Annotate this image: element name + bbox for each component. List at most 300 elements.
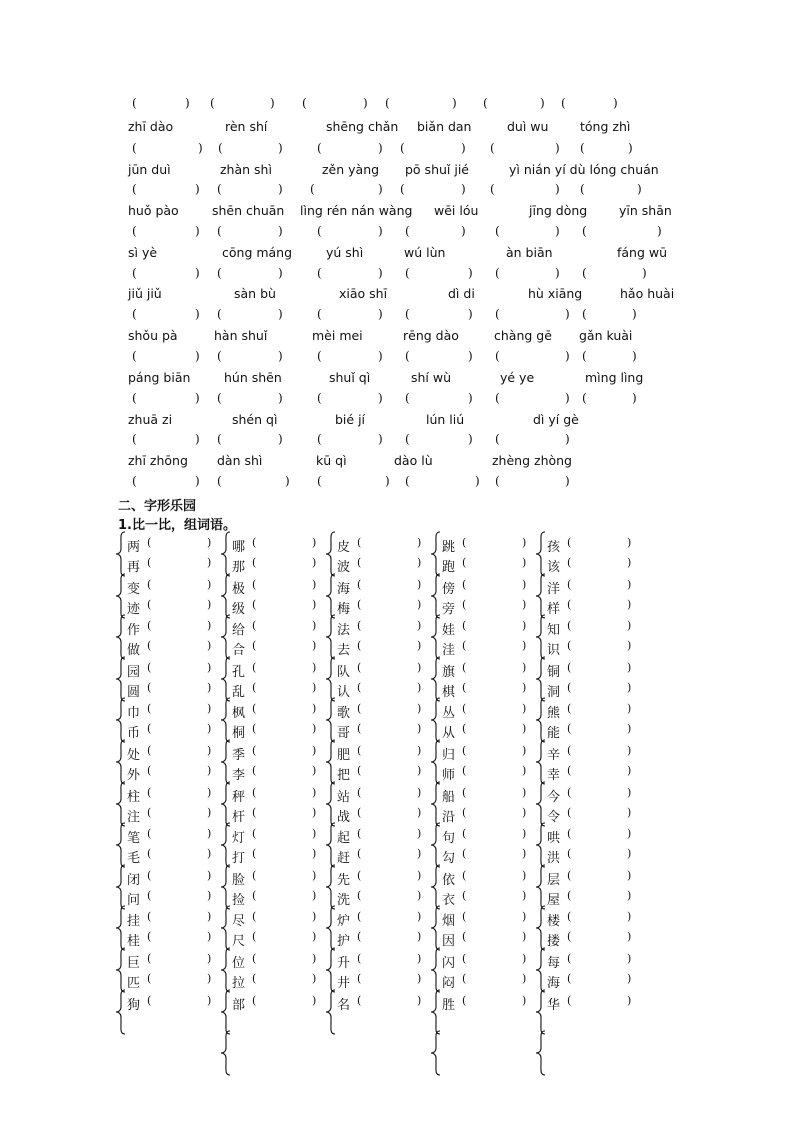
close-paren: ) <box>195 182 200 196</box>
open-paren: ( <box>462 868 467 882</box>
open-paren: ( <box>567 722 572 736</box>
compare-character: 再 <box>127 560 141 575</box>
char-pair-group <box>220 576 320 616</box>
brace-icon <box>325 781 337 827</box>
open-paren: ( <box>405 432 410 446</box>
close-paren: ) <box>378 307 383 321</box>
pinyin-word: lún liú <box>426 412 465 427</box>
open-paren: ( <box>217 224 222 238</box>
compare-character: 合 <box>232 643 246 659</box>
open-paren: ( <box>400 141 405 155</box>
answer-blanks-row <box>0 266 793 280</box>
compare-character: 层 <box>547 872 561 888</box>
open-paren: ( <box>582 349 587 363</box>
close-paren: ) <box>417 556 422 569</box>
pinyin-word: chàng gē <box>494 328 552 343</box>
compare-character: 那 <box>232 560 246 575</box>
close-paren: ) <box>207 556 212 569</box>
close-paren: ) <box>627 847 632 861</box>
open-paren: ( <box>132 349 137 363</box>
compare-character: 去 <box>337 643 351 659</box>
char-pair-group <box>220 992 320 1032</box>
open-paren: ( <box>462 597 467 611</box>
open-paren: ( <box>132 182 137 196</box>
close-paren: ) <box>417 930 422 944</box>
brace-icon <box>325 614 337 660</box>
compare-character: 笔 <box>127 831 141 847</box>
open-paren: ( <box>252 952 257 965</box>
open-paren: ( <box>357 577 362 591</box>
close-paren: ) <box>312 536 317 549</box>
open-paren: ( <box>462 536 467 549</box>
compare-character: 从 <box>442 726 456 742</box>
pinyin-word: zhèng zhòng <box>492 453 572 468</box>
char-pair-group <box>220 825 320 865</box>
open-paren: ( <box>357 702 362 716</box>
close-paren: ) <box>207 536 212 549</box>
close-paren: ) <box>312 660 317 674</box>
brace-icon <box>535 822 547 868</box>
compare-character: 梅 <box>337 601 351 617</box>
close-paren: ) <box>385 474 390 488</box>
close-paren: ) <box>565 391 570 405</box>
close-paren: ) <box>627 744 632 757</box>
compare-character: 哪 <box>232 540 246 555</box>
open-paren: ( <box>462 972 467 985</box>
char-pair-group <box>430 825 530 865</box>
pinyin-row <box>0 203 793 219</box>
open-paren: ( <box>310 182 315 196</box>
compare-character: 极 <box>232 581 246 597</box>
char-pair-group <box>535 576 635 616</box>
close-paren: ) <box>522 702 527 716</box>
close-paren: ) <box>195 474 200 488</box>
char-pair-group <box>220 908 320 948</box>
close-paren: ) <box>195 432 200 446</box>
close-paren: ) <box>627 868 632 882</box>
close-paren: ) <box>185 96 190 110</box>
open-paren: ( <box>357 827 362 841</box>
compare-character: 迹 <box>127 601 141 617</box>
char-pair-group <box>220 534 320 574</box>
close-paren: ) <box>627 660 632 674</box>
char-pair-group <box>325 867 425 907</box>
close-paren: ) <box>522 868 527 882</box>
pinyin-word: shén qì <box>232 412 278 427</box>
close-paren: ) <box>312 868 317 882</box>
open-paren: ( <box>400 182 405 196</box>
brace-icon <box>115 989 127 1035</box>
close-paren: ) <box>522 847 527 861</box>
char-pair-group <box>325 784 425 824</box>
open-paren: ( <box>147 910 152 924</box>
close-paren: ) <box>378 432 383 446</box>
close-paren: ) <box>468 391 473 405</box>
open-paren: ( <box>217 474 222 488</box>
close-paren: ) <box>417 868 422 882</box>
compare-character: 屋 <box>547 892 561 908</box>
compare-character: 捡 <box>232 892 246 908</box>
compare-character: 认 <box>337 684 351 700</box>
close-paren: ) <box>522 577 527 591</box>
open-paren: ( <box>147 827 152 841</box>
compare-character: 洗 <box>337 892 351 908</box>
open-paren: ( <box>357 639 362 653</box>
open-paren: ( <box>147 619 152 633</box>
char-pair-group <box>535 867 635 907</box>
close-paren: ) <box>417 888 422 902</box>
pinyin-word: shēn chuān <box>212 203 285 218</box>
brace-icon <box>325 989 337 1035</box>
close-paren: ) <box>207 702 212 716</box>
compare-character: 脸 <box>232 872 246 888</box>
compare-character: 法 <box>337 623 351 639</box>
open-paren: ( <box>357 952 362 965</box>
char-pair-group <box>325 576 425 616</box>
char-pair-group <box>535 534 635 574</box>
pinyin-word: àn biān <box>506 245 553 260</box>
pinyin-word: xiāo shī <box>339 286 388 301</box>
open-paren: ( <box>462 556 467 569</box>
close-paren: ) <box>195 224 200 238</box>
char-pair-group <box>430 534 530 574</box>
close-paren: ) <box>627 639 632 653</box>
open-paren: ( <box>567 805 572 819</box>
answer-blanks-row <box>0 307 793 321</box>
open-paren: ( <box>495 224 500 238</box>
open-paren: ( <box>252 764 257 777</box>
open-paren: ( <box>217 391 222 405</box>
compare-character: 因 <box>442 934 456 950</box>
compare-character: 问 <box>127 892 141 908</box>
close-paren: ) <box>417 680 422 694</box>
close-paren: ) <box>627 993 632 1007</box>
char-pair-group <box>430 700 530 740</box>
pinyin-word: jūn duì <box>128 162 171 177</box>
close-paren: ) <box>207 764 212 777</box>
close-paren: ) <box>522 680 527 694</box>
brace-icon <box>115 739 127 785</box>
open-paren: ( <box>252 619 257 633</box>
compare-character: 队 <box>337 664 351 680</box>
open-paren: ( <box>462 805 467 819</box>
close-paren: ) <box>565 349 570 363</box>
char-pair-group <box>325 534 425 574</box>
brace-icon <box>115 905 127 951</box>
close-paren: ) <box>417 952 422 965</box>
open-paren: ( <box>147 888 152 902</box>
open-paren: ( <box>567 680 572 694</box>
open-paren: ( <box>462 639 467 653</box>
close-paren: ) <box>627 972 632 985</box>
brace-icon <box>535 697 547 743</box>
close-paren: ) <box>627 930 632 944</box>
close-paren: ) <box>312 785 317 799</box>
compare-character: 变 <box>127 581 141 597</box>
pinyin-word: zhī dào <box>128 119 174 134</box>
close-paren: ) <box>312 702 317 716</box>
open-paren: ( <box>217 432 222 446</box>
brace-icon <box>220 864 232 910</box>
close-paren: ) <box>312 847 317 861</box>
compare-character: 皮 <box>337 540 351 555</box>
close-paren: ) <box>378 224 383 238</box>
close-paren: ) <box>207 868 212 882</box>
compare-character: 毛 <box>127 851 141 867</box>
close-paren: ) <box>657 224 662 238</box>
char-pair-group <box>535 992 635 1032</box>
open-paren: ( <box>462 660 467 674</box>
open-paren: ( <box>217 266 222 280</box>
open-paren: ( <box>252 910 257 924</box>
open-paren: ( <box>580 182 585 196</box>
compare-character: 歌 <box>337 706 351 722</box>
close-paren: ) <box>522 619 527 633</box>
char-pair-group <box>220 617 320 657</box>
compare-character: 挂 <box>127 914 141 930</box>
close-paren: ) <box>642 266 647 280</box>
compare-character: 作 <box>127 623 141 639</box>
close-paren: ) <box>207 888 212 902</box>
close-paren: ) <box>475 474 480 488</box>
pinyin-row <box>0 162 793 178</box>
char-pair-group <box>535 742 635 782</box>
brace-icon <box>115 656 127 702</box>
brace-icon <box>430 656 442 702</box>
pinyin-row <box>0 286 793 302</box>
answer-blanks-row <box>0 224 793 238</box>
close-paren: ) <box>627 722 632 736</box>
char-pair-group <box>430 992 530 1032</box>
pinyin-word: yīn shān <box>619 203 672 218</box>
compare-character: 勾 <box>442 851 456 867</box>
open-paren: ( <box>462 910 467 924</box>
close-paren: ) <box>522 805 527 819</box>
open-paren: ( <box>582 224 587 238</box>
close-paren: ) <box>627 888 632 902</box>
char-pair-group <box>535 950 635 990</box>
compare-character: 季 <box>232 748 246 763</box>
brace-icon <box>535 531 547 577</box>
compare-character: 胜 <box>442 997 456 1013</box>
char-pair-group <box>325 659 425 699</box>
answer-blanks-row <box>0 391 793 405</box>
pinyin-word: wēi lóu <box>434 203 479 218</box>
brace-icon <box>115 781 127 827</box>
close-paren: ) <box>461 182 466 196</box>
answer-blanks-row <box>0 96 793 110</box>
close-paren: ) <box>627 597 632 611</box>
compare-character: 今 <box>547 789 561 805</box>
open-paren: ( <box>405 307 410 321</box>
compare-character: 样 <box>547 601 561 617</box>
close-paren: ) <box>312 597 317 611</box>
compare-character: 匹 <box>127 976 141 991</box>
open-paren: ( <box>302 96 307 110</box>
open-paren: ( <box>357 680 362 694</box>
char-pair-group <box>535 784 635 824</box>
compare-character: 孔 <box>232 664 246 680</box>
open-paren: ( <box>147 805 152 819</box>
open-paren: ( <box>462 722 467 736</box>
open-paren: ( <box>462 764 467 777</box>
brace-icon <box>430 1030 442 1076</box>
open-paren: ( <box>567 972 572 985</box>
open-paren: ( <box>252 722 257 736</box>
pinyin-word: duì wu <box>507 119 549 134</box>
compare-character: 尽 <box>232 914 246 930</box>
close-paren: ) <box>555 266 560 280</box>
open-paren: ( <box>567 744 572 757</box>
compare-character: 洼 <box>442 643 456 659</box>
pinyin-word: shí wù <box>411 370 452 385</box>
brace-icon <box>325 822 337 868</box>
brace-icon <box>220 614 232 660</box>
close-paren: ) <box>540 96 545 110</box>
close-paren: ) <box>312 952 317 965</box>
char-pair-group <box>115 992 215 1032</box>
open-paren: ( <box>582 266 587 280</box>
close-paren: ) <box>627 952 632 965</box>
close-paren: ) <box>417 910 422 924</box>
open-paren: ( <box>317 474 322 488</box>
section-title: 二、字形乐园 <box>118 499 197 514</box>
open-paren: ( <box>132 391 137 405</box>
pinyin-word: mèi mei <box>312 328 363 343</box>
compare-character: 洋 <box>547 581 561 597</box>
open-paren: ( <box>147 993 152 1007</box>
close-paren: ) <box>522 744 527 757</box>
open-paren: ( <box>317 391 322 405</box>
open-paren: ( <box>252 785 257 799</box>
compare-character: 闪 <box>442 956 456 971</box>
open-paren: ( <box>357 764 362 777</box>
close-paren: ) <box>195 307 200 321</box>
char-pair-group <box>220 950 320 990</box>
open-paren: ( <box>317 224 322 238</box>
close-paren: ) <box>628 141 633 155</box>
open-paren: ( <box>567 660 572 674</box>
answer-blanks-row <box>0 182 793 196</box>
open-paren: ( <box>567 868 572 882</box>
brace-icon <box>325 864 337 910</box>
char-pair-group <box>220 1033 320 1073</box>
brace-icon <box>535 864 547 910</box>
brace-icon <box>325 739 337 785</box>
pinyin-word: dào lù <box>394 453 433 468</box>
char-pair-group <box>535 617 635 657</box>
compare-character: 波 <box>337 560 351 575</box>
close-paren: ) <box>522 993 527 1007</box>
close-paren: ) <box>278 307 283 321</box>
pinyin-word: zhàn shì <box>220 162 272 177</box>
compare-character: 闷 <box>442 976 456 991</box>
close-paren: ) <box>278 391 283 405</box>
compare-character: 秤 <box>232 789 246 805</box>
compare-character: 级 <box>232 601 246 617</box>
compare-character: 巨 <box>127 956 141 971</box>
pinyin-word: biǎn dan <box>417 119 472 134</box>
compare-character: 币 <box>127 726 141 742</box>
answer-blanks-row <box>0 474 793 488</box>
close-paren: ) <box>632 391 637 405</box>
char-pair-group <box>115 784 215 824</box>
close-paren: ) <box>461 224 466 238</box>
brace-icon <box>325 697 337 743</box>
char-pair-group <box>430 617 530 657</box>
open-paren: ( <box>357 619 362 633</box>
open-paren: ( <box>462 827 467 841</box>
open-paren: ( <box>567 910 572 924</box>
open-paren: ( <box>147 556 152 569</box>
compare-character: 海 <box>337 581 351 597</box>
char-pair-group <box>325 700 425 740</box>
char-pair-group <box>430 950 530 990</box>
open-paren: ( <box>567 930 572 944</box>
pinyin-word: hù xiāng <box>528 286 583 301</box>
open-paren: ( <box>462 619 467 633</box>
compare-character: 李 <box>232 768 246 783</box>
char-pair-group <box>115 700 215 740</box>
brace-icon <box>325 573 337 619</box>
close-paren: ) <box>417 577 422 591</box>
open-paren: ( <box>252 805 257 819</box>
compare-character: 井 <box>337 976 351 991</box>
compare-character: 海 <box>547 976 561 991</box>
compare-character: 杆 <box>232 809 246 825</box>
close-paren: ) <box>522 764 527 777</box>
close-paren: ) <box>312 619 317 633</box>
pinyin-word: yé ye <box>500 370 535 385</box>
pinyin-word: rēng dào <box>403 328 459 343</box>
exercise-title: 1.比一比，组词语。 <box>118 518 236 533</box>
compare-character: 位 <box>232 956 246 971</box>
close-paren: ) <box>278 266 283 280</box>
open-paren: ( <box>217 349 222 363</box>
char-pair-group <box>115 659 215 699</box>
char-pair-group <box>430 908 530 948</box>
pinyin-word: sì yè <box>128 245 158 260</box>
open-paren: ( <box>582 307 587 321</box>
open-paren: ( <box>357 868 362 882</box>
char-pair-group <box>535 825 635 865</box>
compare-character: 把 <box>337 768 351 783</box>
open-paren: ( <box>147 660 152 674</box>
compare-character: 旁 <box>442 601 456 617</box>
close-paren: ) <box>207 785 212 799</box>
pinyin-word: zhuā zi <box>128 412 173 427</box>
open-paren: ( <box>317 349 322 363</box>
brace-icon <box>325 947 337 993</box>
open-paren: ( <box>405 349 410 363</box>
close-paren: ) <box>417 827 422 841</box>
open-paren: ( <box>567 639 572 653</box>
char-pair-group <box>115 742 215 782</box>
close-paren: ) <box>417 785 422 799</box>
close-paren: ) <box>378 391 383 405</box>
char-pair-group <box>430 867 530 907</box>
open-paren: ( <box>405 391 410 405</box>
close-paren: ) <box>312 993 317 1007</box>
compare-character: 闭 <box>127 872 141 888</box>
open-paren: ( <box>357 597 362 611</box>
compare-character: 柱 <box>127 789 141 805</box>
close-paren: ) <box>207 847 212 861</box>
pinyin-word: hàn shuǐ <box>214 328 268 343</box>
open-paren: ( <box>357 722 362 736</box>
close-paren: ) <box>627 619 632 633</box>
open-paren: ( <box>317 432 322 446</box>
